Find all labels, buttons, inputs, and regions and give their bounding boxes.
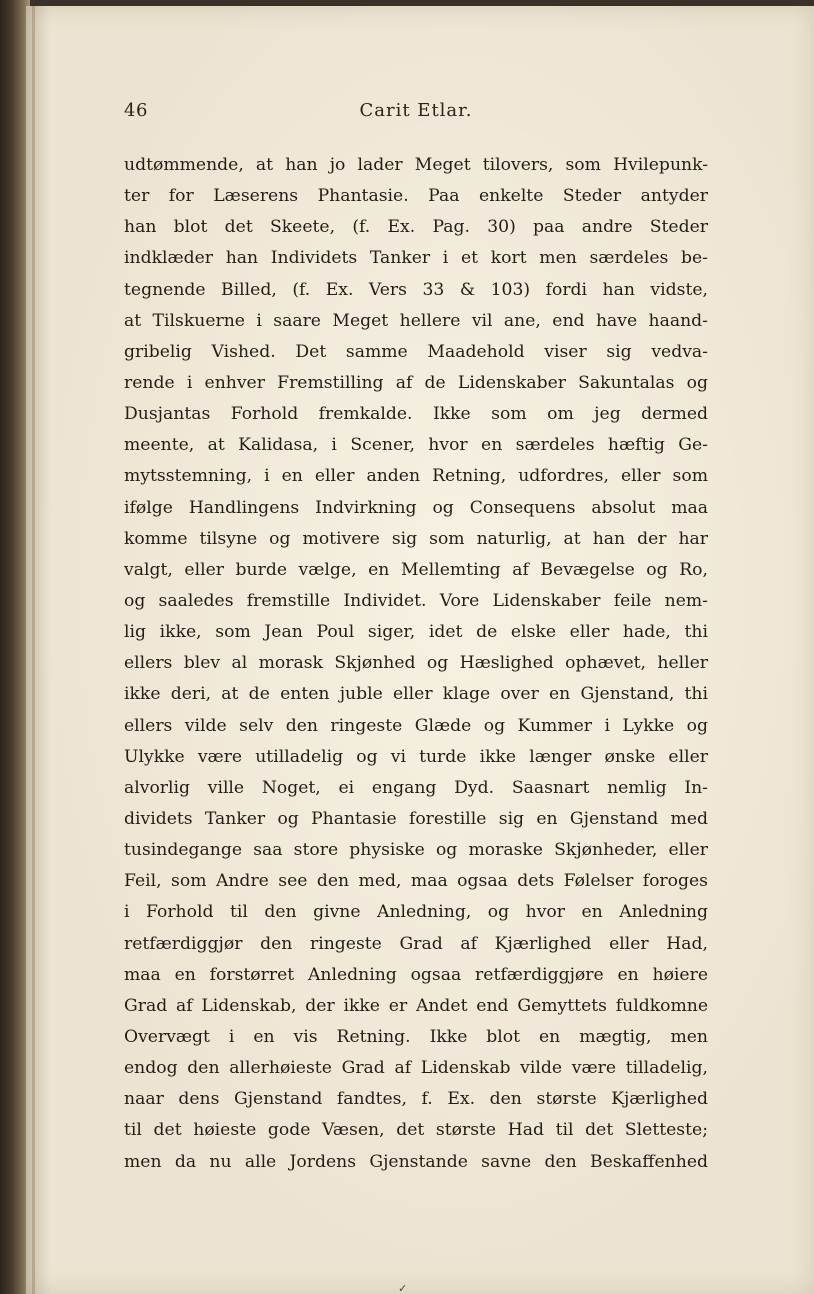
page-header — [124, 96, 708, 130]
text-line: ellers blev al morask Skjønhed og Hæslighed ophævet, heller — [124, 653, 708, 674]
page-edge-line — [32, 6, 35, 1294]
running-title: Carit Etlar. — [359, 100, 473, 121]
body-text — [124, 150, 708, 1178]
text-line: ifølge Handlingens Indvirkning og Consequens absolut maa — [124, 497, 708, 518]
text-line: indklæder han Individets Tanker i et kort men særdeles be- — [124, 248, 708, 269]
text-line: komme tilsyne og motivere sig som naturlig, at han der har — [124, 528, 708, 549]
text-line: mytsstemning, i en eller anden Retning, udfordres, eller som — [124, 466, 708, 487]
text-line: lig ikke, som Jean Poul siger, idet de elske eller hade, thi — [124, 622, 708, 643]
text-line: maa en forstørret Anledning ogsaa retfærdiggjøre en høiere — [124, 964, 708, 985]
text-line: gribelig Vished. Det samme Maadehold viser sig vedva- — [124, 341, 708, 362]
text-line: ellers vilde selv den ringeste Glæde og Kummer i Lykke og — [124, 715, 708, 736]
text-line: og saaledes fremstille Individet. Vore Lidenskaber feile nem- — [124, 590, 708, 611]
text-line: i Forhold til den givne Anledning, og hvor en Anledning — [124, 902, 708, 923]
text-line: alvorlig ville Noget, ei engang Dyd. Saasnart nemlig In- — [124, 777, 708, 798]
text-line: Ulykke være utilladelig og vi turde ikke længer ønske eller — [124, 746, 708, 767]
text-line: ikke deri, at de enten juble eller klage over en Gjenstand, thi — [124, 684, 708, 705]
text-line: endog den allerhøieste Grad af Lidenskab vilde være tilladelig, — [124, 1058, 708, 1079]
paper-speck-mark: ✓ — [398, 1282, 408, 1294]
text-line: Grad af Lidenskab, der ikke er Andet end Gemyttets fuldkomne — [124, 995, 708, 1016]
text-line: Dusjantas Forhold fremkalde. Ikke som om jeg dermed — [124, 404, 708, 425]
text-line: meente, at Kalidasa, i Scener, hvor en særdeles hæftig Ge- — [124, 435, 708, 456]
text-line: at Tilskuerne i saare Meget hellere vil ane, end have haand- — [124, 310, 708, 331]
text-line: tusindegange saa store physiske og moraske Skjønheder, eller — [124, 840, 708, 861]
text-line: men da nu alle Jordens Gjenstande savne den Beskaffenhed — [124, 1151, 708, 1172]
text-line: til det høieste gode Væsen, det største Had til det Sletteste; — [124, 1120, 708, 1141]
text-line: retfærdiggjør den ringeste Grad af Kjærlighed eller Had, — [124, 933, 708, 954]
text-line: naar dens Gjenstand fandtes, f. Ex. den største Kjærlighed — [124, 1089, 708, 1110]
page-number: 46 — [124, 100, 148, 121]
text-line: Overvægt i en vis Retning. Ikke blot en mægtig, men — [124, 1026, 708, 1047]
text-line: tegnende Billed, (f. Ex. Vers 33 & 103) fordi han vidste, — [124, 279, 708, 300]
text-line: han blot det Skeete, (f. Ex. Pag. 30) paa andre Steder — [124, 217, 708, 238]
text-line: Feil, som Andre see den med, maa ogsaa dets Følelser foroges — [124, 871, 708, 892]
text-line: udtømmende, at han jo lader Meget tilovers, som Hvilepunk- — [124, 155, 708, 175]
text-line: dividets Tanker og Phantasie forestille sig en Gjenstand med — [124, 808, 708, 829]
text-line: rende i enhver Fremstilling af de Lidenskaber Sakuntalas og — [124, 372, 708, 393]
text-line: valgt, eller burde vælge, en Mellemting af Bevægelse og Ro, — [124, 559, 708, 580]
text-line: ter for Læserens Phantasie. Paa enkelte Steder antyder — [124, 186, 708, 207]
